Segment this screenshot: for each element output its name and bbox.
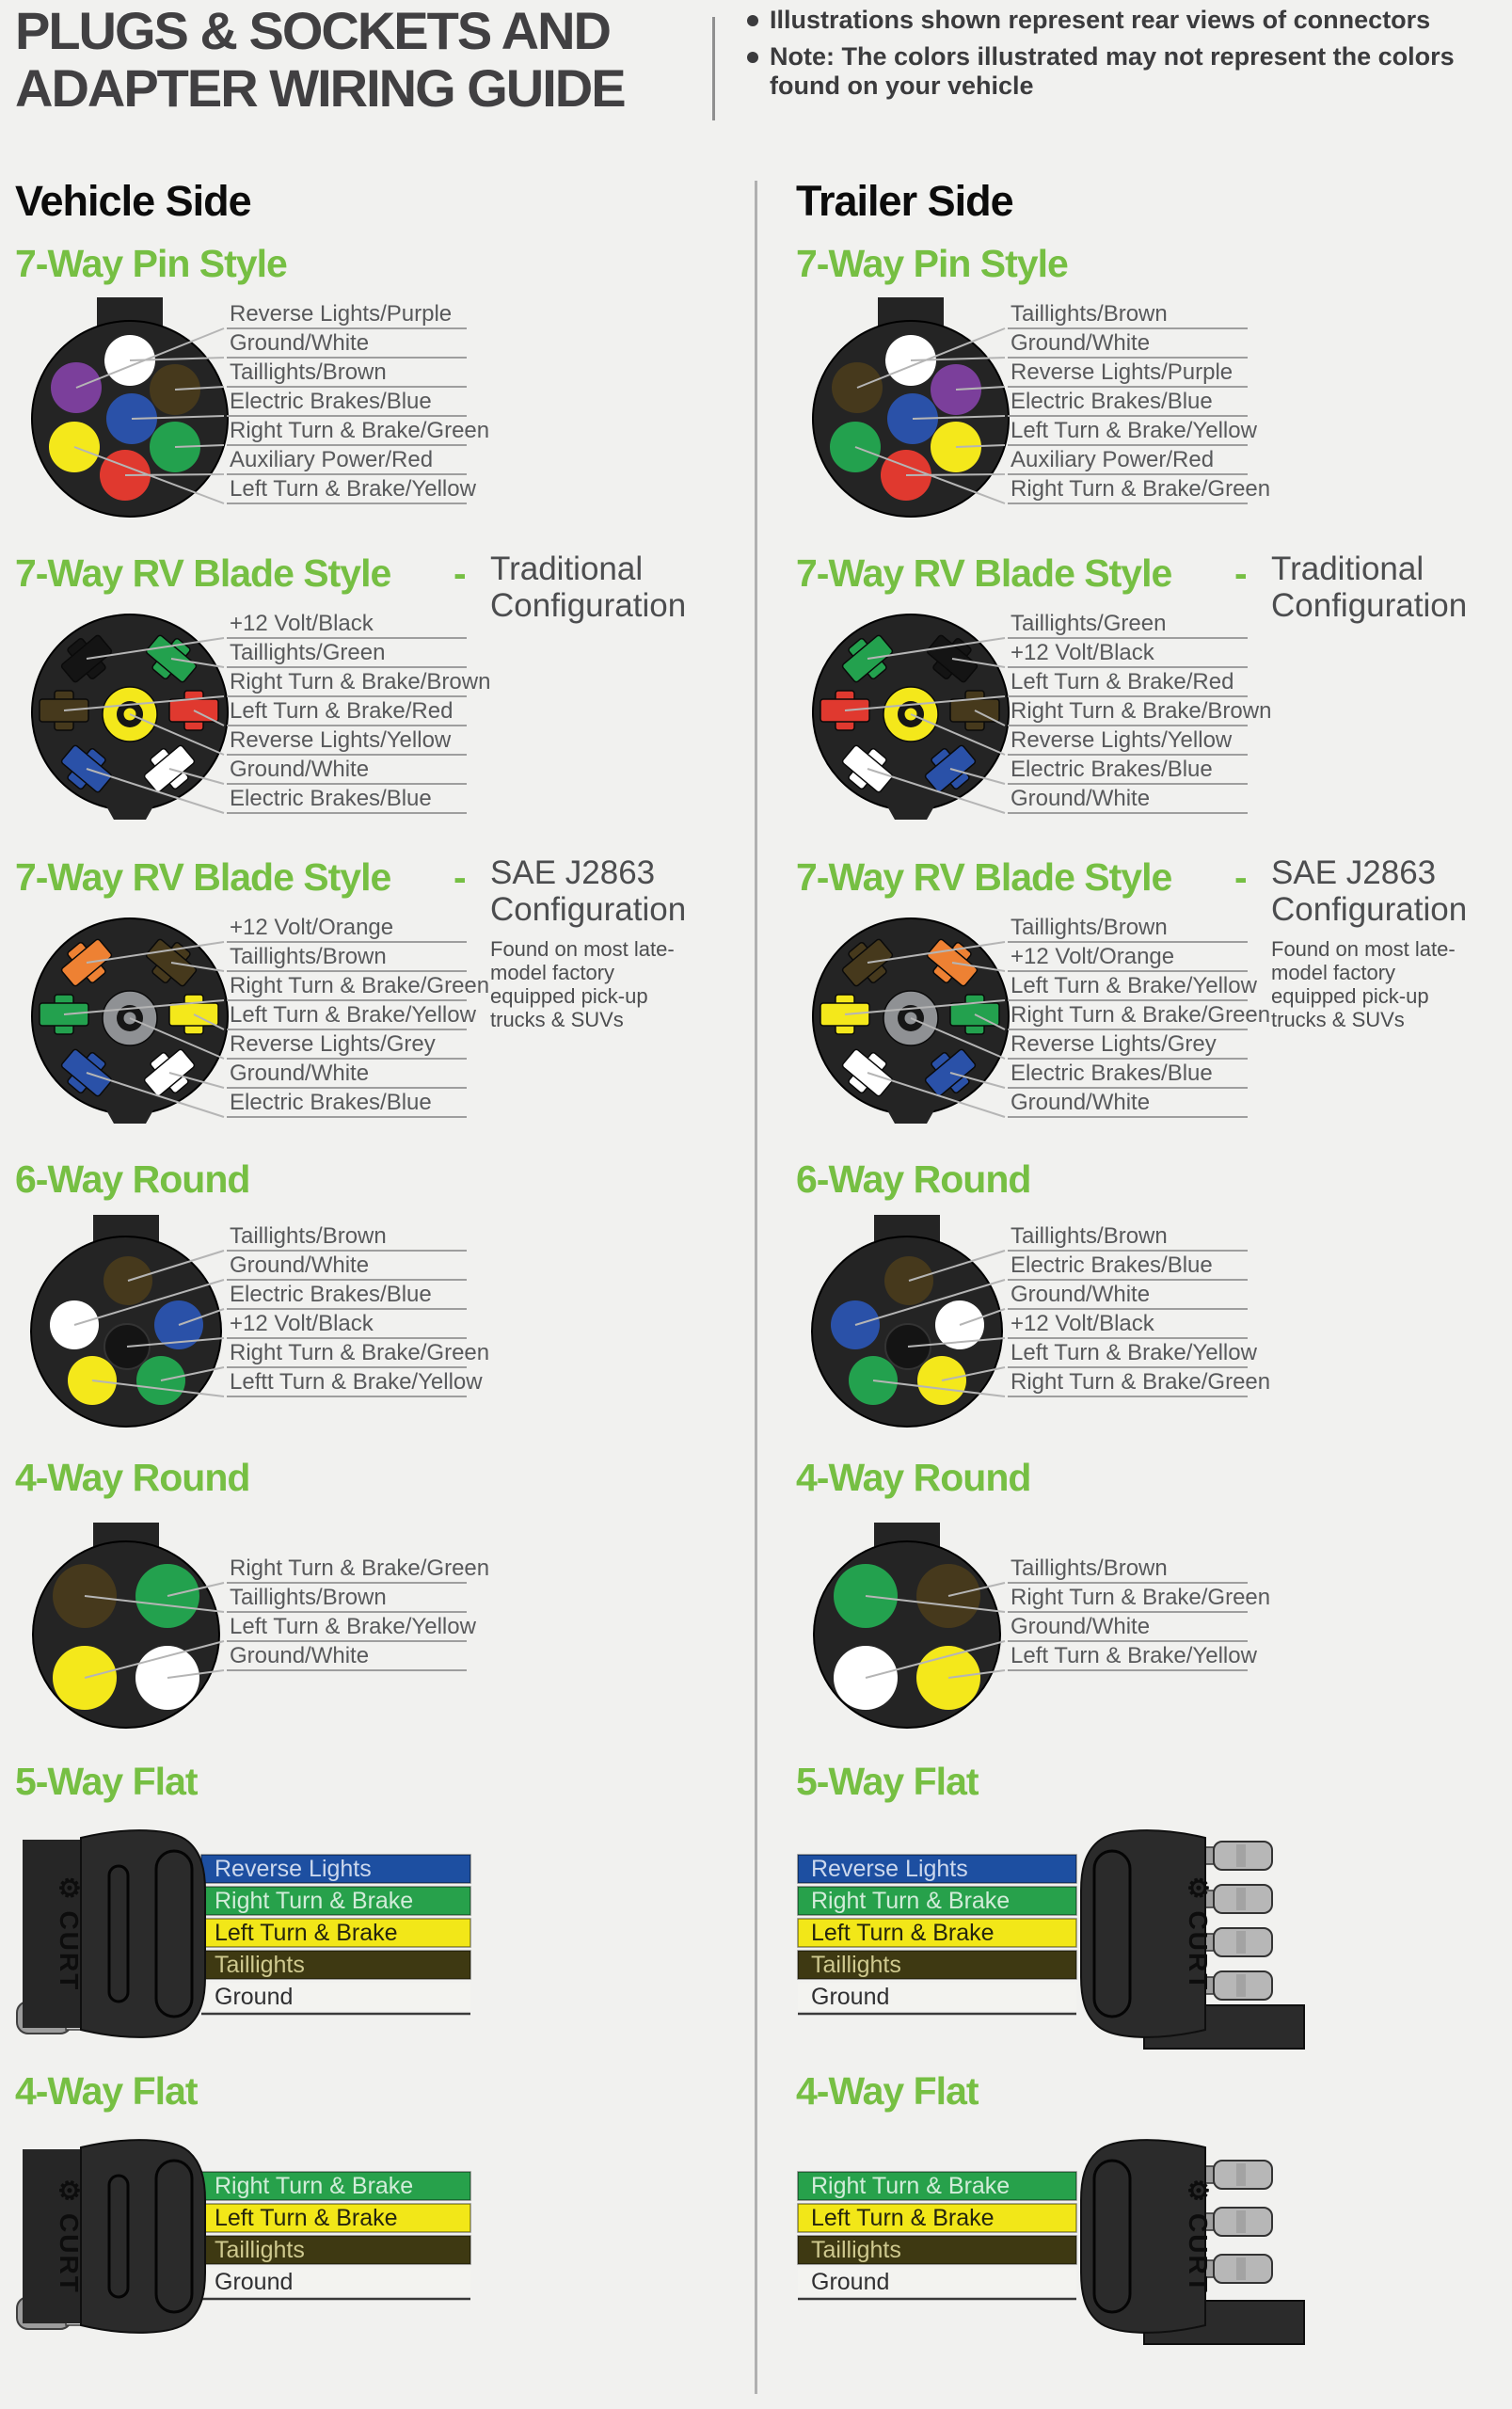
section-flat5	[15, 1759, 756, 2057]
connector-diagram-round6	[796, 1215, 1271, 1431]
section-heading: 7-Way RV Blade Style	[796, 855, 1172, 899]
pin-label: Reverse Lights/Yellow	[1011, 727, 1233, 753]
curt-logo: ⚙ CURT	[55, 1875, 84, 1992]
pin-label: Electric Brakes/Blue	[1011, 757, 1213, 782]
section-heading: 5-Way Flat	[15, 1760, 198, 1803]
section-heading: 7-Way RV Blade Style	[15, 551, 391, 595]
section-diagram	[796, 297, 1511, 526]
section-heading: 4-Way Round	[796, 1456, 1031, 1499]
pin-label: Ground/White	[230, 1643, 370, 1668]
vehicle-column	[0, 177, 756, 2353]
configuration-block	[490, 854, 737, 1031]
section-flat4	[15, 2068, 756, 2353]
heading-dash: -	[1234, 551, 1248, 595]
wire-label: Left Turn & Brake	[215, 1920, 398, 1946]
section-flat4	[796, 2068, 1511, 2353]
section-heading: 7-Way RV Blade Style	[796, 551, 1172, 595]
connector-diagram-round4	[15, 1523, 490, 1730]
heading-dash: -	[454, 551, 467, 595]
wire-label: Ground	[215, 2269, 294, 2295]
configuration-block	[1271, 550, 1512, 624]
pin-label: Right Turn & Brake/Brown	[1011, 698, 1271, 724]
wire-label: Ground	[215, 1984, 294, 2010]
pin-label: Reverse Lights/Purple	[1011, 359, 1233, 385]
connector-body	[814, 1541, 1000, 1728]
pin-label: Ground/White	[230, 757, 370, 782]
section-blade7	[796, 550, 1511, 832]
pin-label: Reverse Lights/Purple	[230, 301, 453, 327]
connector-tab	[105, 805, 154, 820]
section-diagram	[15, 297, 756, 526]
section-heading-row	[796, 1759, 1511, 1808]
wire-label: Left Turn & Brake	[811, 1920, 995, 1946]
section-heading-row	[15, 2068, 756, 2117]
wire-label: Ground	[811, 2269, 890, 2295]
pin-label: Ground/White	[1011, 786, 1151, 811]
section-heading: 7-Way RV Blade Style	[15, 855, 391, 899]
pin-label: Right Turn & Brake/Green	[1011, 1585, 1271, 1610]
pin-label: Taillights/Brown	[230, 359, 387, 385]
configuration-note: Found on most late-model factory equipped pick-up trucks & SUVs	[490, 937, 675, 1031]
pin-label: +12 Volt/Black	[1011, 1311, 1154, 1336]
pin-label: Left Turn & Brake/Yellow	[230, 1002, 476, 1028]
wire-label: Left Turn & Brake	[811, 2205, 995, 2231]
connector-diagram-flat5	[15, 1817, 542, 2052]
pin-label: Right Turn & Brake/Green	[1011, 1002, 1271, 1028]
pin-label: Left Turn & Brake/Yellow	[1011, 1643, 1257, 1668]
pin-label: Taillights/Brown	[1011, 1555, 1168, 1581]
pin-label: Reverse Lights/Yellow	[230, 727, 452, 753]
pin-label: Left Turn & Brake/Yellow	[230, 1614, 476, 1639]
configuration-title: Traditional Configuration	[490, 550, 687, 624]
connector-diagram-blade7	[15, 607, 490, 827]
pin-label: Ground/White	[1011, 1090, 1151, 1115]
leader-line	[125, 474, 224, 475]
curt-logo: ⚙ CURT	[1184, 2178, 1213, 2294]
wire-label: Ground	[811, 1984, 890, 2010]
connector-diagram-round7	[15, 297, 490, 521]
header-divider	[712, 17, 715, 120]
pin-label: Ground/White	[230, 1061, 370, 1086]
leader-line	[906, 474, 1005, 475]
pin-label: +12 Volt/Black	[1011, 640, 1154, 665]
columns-wrap	[0, 177, 1512, 2353]
pin-label: Left Turn & Brake/Yellow	[230, 476, 476, 502]
pin-label: Electric Brakes/Blue	[230, 1090, 432, 1115]
pin-label: Electric Brakes/Blue	[1011, 1061, 1213, 1086]
pin-label: Auxiliary Power/Red	[1011, 447, 1215, 472]
connector-diagram-round7	[796, 297, 1271, 521]
pin-label: Right Turn & Brake/Green	[230, 1340, 490, 1365]
section-heading-row	[15, 241, 756, 290]
pin-label: Left Turn & Brake/Red	[230, 698, 454, 724]
connector-diagram-flat4	[796, 2127, 1323, 2348]
section-heading: 6-Way Round	[796, 1157, 1031, 1201]
section-diagram	[796, 607, 1511, 832]
section-heading-row	[796, 241, 1511, 290]
pin-label: Taillights/Brown	[230, 1585, 387, 1610]
pin-label: Ground/White	[1011, 1282, 1151, 1307]
pin-label: Electric Brakes/Blue	[1011, 1252, 1213, 1278]
connector-diagram-blade7	[15, 911, 490, 1131]
pin-label: +12 Volt/Orange	[1011, 944, 1175, 969]
wire-label: Taillights	[215, 1952, 305, 1978]
connector-diagram-blade7	[796, 607, 1271, 827]
section-diagram	[15, 1523, 756, 1734]
wire-label: Taillights	[811, 1952, 901, 1978]
pin-label: Taillights/Green	[230, 640, 386, 665]
section-diagram	[15, 2127, 756, 2353]
pin-label: Right Turn & Brake/Brown	[230, 669, 490, 694]
section-round4	[796, 1455, 1511, 1734]
pin-label: +12 Volt/Black	[230, 1311, 374, 1336]
configuration-block	[1271, 854, 1512, 1031]
pin-label: Ground/White	[1011, 330, 1151, 356]
section-heading: 7-Way Pin Style	[796, 242, 1068, 285]
section-round7	[15, 241, 756, 526]
configuration-title: Traditional Configuration	[1271, 550, 1468, 624]
section-heading: 4-Way Flat	[15, 2069, 198, 2113]
wire-label: Right Turn & Brake	[215, 1888, 414, 1914]
section-diagram	[15, 1817, 756, 2057]
section-round6	[796, 1157, 1511, 1436]
configuration-title: SAE J2863 Configuration	[1271, 854, 1468, 928]
trailer-column-title: Trailer Side	[796, 177, 1013, 225]
section-diagram	[15, 607, 756, 832]
connector-tab	[886, 1109, 935, 1124]
section-diagram	[796, 2127, 1511, 2353]
pin-label: Reverse Lights/Grey	[230, 1031, 436, 1057]
connector-body	[81, 2140, 205, 2333]
pin-label: Taillights/Brown	[230, 944, 387, 969]
pin-label: Taillights/Brown	[1011, 915, 1168, 940]
section-heading-row	[796, 1157, 1511, 1205]
section-heading: 6-Way Round	[15, 1157, 250, 1201]
pin-label: Ground/White	[1011, 1614, 1151, 1639]
section-heading-row	[796, 2068, 1511, 2117]
heading-dash: -	[454, 855, 467, 899]
pin-label: Electric Brakes/Blue	[230, 1282, 432, 1307]
pin-label: Electric Brakes/Blue	[230, 786, 432, 811]
section-round6	[15, 1157, 756, 1436]
wire-label: Left Turn & Brake	[215, 2205, 398, 2231]
pin-label: Leftt Turn & Brake/Yellow	[230, 1369, 483, 1395]
wire-label: Right Turn & Brake	[811, 1888, 1011, 1914]
pin-label: Ground/White	[230, 330, 370, 356]
section-round4	[15, 1455, 756, 1734]
wire-label: Right Turn & Brake	[215, 2173, 414, 2199]
connector-tab	[886, 805, 935, 820]
pin-label: Taillights/Brown	[230, 1223, 387, 1249]
section-diagram	[796, 1215, 1511, 1436]
connector-body	[33, 1541, 219, 1728]
pin-label: Left Turn & Brake/Red	[1011, 669, 1234, 694]
section-heading-row	[15, 1759, 756, 1808]
vehicle-column-title: Vehicle Side	[15, 177, 251, 225]
pin-label: +12 Volt/Orange	[230, 915, 394, 940]
pin-label: Right Turn & Brake/Green	[230, 1555, 490, 1581]
section-diagram	[15, 1215, 756, 1436]
section-round7	[796, 241, 1511, 526]
page-title	[15, 2, 625, 117]
note-item: Note: The colors illustrated may not represent the colors found on your vehicle	[740, 42, 1492, 101]
pin-label: Left Turn & Brake/Yellow	[1011, 973, 1257, 998]
pin-label: Auxiliary Power/Red	[230, 447, 434, 472]
configuration-block	[490, 550, 737, 624]
connector-diagram-flat4	[15, 2127, 542, 2348]
section-diagram	[796, 1523, 1511, 1734]
pin-label: Right Turn & Brake/Green	[1011, 1369, 1271, 1395]
curt-logo: ⚙ CURT	[1184, 1875, 1213, 1992]
section-heading: 4-Way Round	[15, 1456, 250, 1499]
section-blade7	[15, 854, 756, 1136]
configuration-note: Found on most late-model factory equipped pick-up trucks & SUVs	[1271, 937, 1456, 1031]
pin-label: +12 Volt/Black	[230, 611, 374, 636]
section-blade7	[796, 854, 1511, 1136]
heading-dash: -	[1234, 855, 1248, 899]
section-heading-row	[796, 1455, 1511, 1504]
header-notes	[740, 6, 1492, 108]
section-diagram	[796, 1817, 1511, 2057]
pin-label: Right Turn & Brake/Green	[230, 418, 490, 443]
wire-label: Reverse Lights	[811, 1856, 968, 1882]
trailer-column	[756, 177, 1511, 2353]
pin-label: Right Turn & Brake/Green	[1011, 476, 1271, 502]
pin-label: Taillights/Brown	[1011, 301, 1168, 327]
connector-diagram-flat5	[796, 1817, 1323, 2052]
wire-label: Taillights	[811, 2237, 901, 2263]
section-heading: 5-Way Flat	[796, 1760, 979, 1803]
section-heading-row	[15, 1157, 756, 1205]
note-item: Illustrations shown represent rear views of connectors	[740, 6, 1492, 35]
connector-diagram-round4	[796, 1523, 1271, 1730]
section-blade7	[15, 550, 756, 832]
pin-label: Taillights/Brown	[1011, 1223, 1168, 1249]
pin-label: Electric Brakes/Blue	[1011, 389, 1213, 414]
curt-logo: ⚙ CURT	[55, 2178, 84, 2294]
section-heading: 4-Way Flat	[796, 2069, 979, 2113]
pin-label: Ground/White	[230, 1252, 370, 1278]
pin-label: Reverse Lights/Grey	[1011, 1031, 1217, 1057]
connector-diagram-blade7	[796, 911, 1271, 1131]
page-title-line2: ADAPTER WIRING GUIDE	[15, 58, 625, 118]
pin-label: Taillights/Green	[1011, 611, 1167, 636]
pin-label: Left Turn & Brake/Yellow	[1011, 1340, 1257, 1365]
section-heading-row	[15, 1455, 756, 1504]
wire-label: Right Turn & Brake	[811, 2173, 1011, 2199]
pin-label: Right Turn & Brake/Green	[230, 973, 490, 998]
pin-label: Electric Brakes/Blue	[230, 389, 432, 414]
wire-label: Reverse Lights	[215, 1856, 372, 1882]
connector-tab	[105, 1109, 154, 1124]
connector-body	[81, 1830, 205, 2037]
wire-label: Taillights	[215, 2237, 305, 2263]
page-title-line1: PLUGS & SOCKETS AND	[15, 1, 610, 60]
configuration-title: SAE J2863 Configuration	[490, 854, 687, 928]
section-flat5	[796, 1759, 1511, 2057]
connector-diagram-round6	[15, 1215, 490, 1431]
pin-label: Left Turn & Brake/Yellow	[1011, 418, 1257, 443]
section-heading: 7-Way Pin Style	[15, 242, 287, 285]
